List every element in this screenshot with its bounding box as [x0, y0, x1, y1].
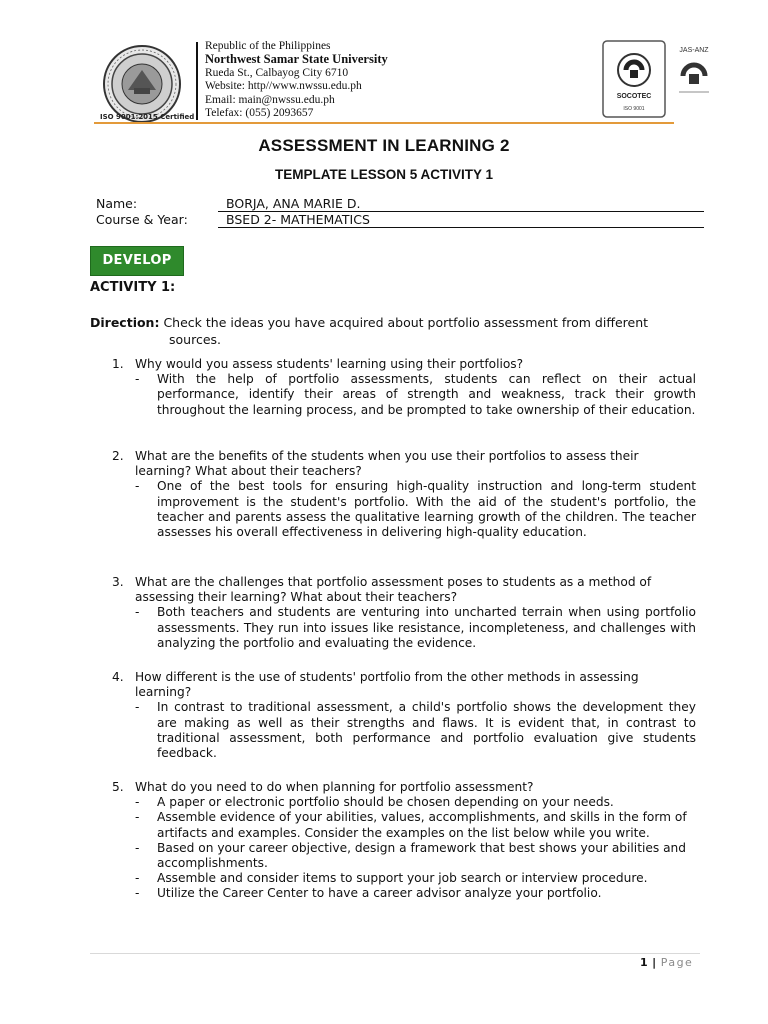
- footer-rule: [90, 953, 700, 954]
- name-label: Name:: [96, 196, 138, 211]
- university-address-block: [205, 40, 388, 120]
- answer-text: Based on your career objective, design a framework that best shows your abilities and accomplishments.: [157, 840, 687, 871]
- question-number: 4.: [112, 670, 124, 684]
- answer-bullet: - One of the best tools for ensuring high-quality instruction and long-term student improvement is the student's portfolio. With the aid of the student's portfolio, the teacher and parents assess the qualitative learning growth of the children. The teacher assesses his overall effectiveness in delivering high-quality education.: [135, 479, 696, 540]
- answer-bullet: - In contrast to traditional assessment, a child's portfolio shows the development they are making as well as their strengths and flaws. It is evident that, in contrast to traditional assessment, both performance and portfolio evaluation give students feedback.: [135, 700, 696, 761]
- jas-anz-name: JAS-ANZ: [679, 47, 709, 54]
- question-text: What are the challenges that portfolio assessment poses to students as a method of assessing their learning? What about their teachers?: [135, 575, 652, 605]
- question-item: [112, 780, 696, 902]
- page-separator: |: [652, 956, 657, 969]
- document-title: ASSESSMENT IN LEARNING 2: [258, 136, 510, 155]
- page-number: 1: [640, 956, 649, 969]
- question-item: [112, 449, 696, 540]
- question-number: 1.: [112, 357, 124, 371]
- address-line-telefax: Telefax: (055) 2093657: [205, 107, 314, 120]
- question-text: What do you need to do when planning for portfolio assessment?: [135, 780, 534, 794]
- answer-text: Assemble and consider items to support your job search or interview procedure.: [157, 871, 648, 886]
- question-text: How different is the use of students' portfolio from the other methods in assessing learning?: [135, 670, 639, 700]
- answer-text: One of the best tools for ensuring high-quality instruction and long-term student improvement is the student's portfolio. With the aid of the student's portfolio, the teacher and parents assess the qualitative learning growth of the children. The teacher assesses his overall effectiveness in delivering high-quality education.: [157, 479, 696, 540]
- answer-text: A paper or electronic portfolio should be chosen depending on your needs.: [157, 795, 614, 810]
- question-text: What are the benefits of the students when you use their portfolios to assess their learning? What about their teachers?: [135, 449, 639, 479]
- answer-text: Utilize the Career Center to have a career advisor analyze your portfolio.: [157, 886, 602, 901]
- direction-text-cont: sources.: [169, 332, 221, 347]
- answer-bullet: - Both teachers and students are venturing into uncharted terrain when using portfolio assessments. They run into issues like resistance, incompleteness, and challenges with analyzing the portfolio and evaluating the evidence.: [135, 605, 696, 650]
- question-number: 3.: [112, 575, 124, 589]
- socotec-certification-logo: [602, 40, 666, 118]
- direction-label: Direction:: [90, 315, 160, 330]
- address-line-street: Rueda St., Calbayog City 6710: [205, 66, 349, 79]
- question-item: [112, 670, 696, 761]
- address-line-republic: Republic of the Philippines: [205, 40, 331, 52]
- answer-bullet: - A paper or electronic portfolio should be chosen depending on your needs.: [135, 795, 696, 810]
- header-rule: [94, 122, 674, 124]
- answer-bullet: - Based on your career objective, design a framework that best shows your abilities and accomplishments.: [135, 841, 696, 871]
- question-item: [112, 575, 696, 651]
- answer-text: Assemble evidence of your abilities, values, accomplishments, and skills in the form of artifacts and examples. Consider the examples on the list below while you write.: [157, 810, 687, 840]
- answer-bullet: - With the help of portfolio assessments, students can reflect on their actual performance, identify their areas of strength and weakness, track their growth throughout the learning process, and be prompted to take ownership of their education.: [135, 372, 696, 417]
- question-text: Why would you assess students' learning using their portfolios?: [135, 357, 524, 371]
- jas-anz-accreditation-logo: [669, 40, 719, 118]
- document-subtitle: TEMPLATE LESSON 5 ACTIVITY 1: [274, 167, 494, 182]
- name-value: BORJA, ANA MARIE D.: [218, 196, 704, 212]
- university-name: Northwest Samar State University: [205, 52, 388, 67]
- develop-banner: DEVELOP: [91, 247, 183, 275]
- page-label: Page: [660, 956, 694, 969]
- direction-text: Check the ideas you have acquired about portfolio assessment from different: [163, 315, 649, 330]
- direction-paragraph: [90, 314, 690, 348]
- question-number: 5.: [112, 780, 124, 794]
- address-line-website: Website: http//www.nwssu.edu.ph: [205, 80, 362, 93]
- question-number: 2.: [112, 449, 124, 463]
- course-year-label: Course & Year:: [96, 212, 188, 227]
- answer-text: With the help of portfolio assessments, students can reflect on their actual performance, identify their areas of strength and weakness, track their growth throughout the learning process, and be prompted to take ownership of their education.: [157, 372, 696, 417]
- course-year-value: BSED 2- MATHEMATICS: [218, 212, 704, 228]
- answer-bullet: - Assemble and consider items to support your job search or interview procedure.: [135, 871, 696, 886]
- header-divider: [196, 42, 198, 120]
- question-item: [112, 357, 696, 418]
- socotec-iso: ISO 9001: [623, 106, 645, 112]
- answer-text: Both teachers and students are venturing into uncharted terrain when using portfolio assessments. They run into issues like resistance, incompleteness, and challenges with analyzing the portfolio and evaluating the evidence.: [157, 605, 696, 650]
- socotec-name: SOCOTEC: [616, 93, 652, 100]
- answer-text: In contrast to traditional assessment, a child's portfolio shows the development they are making as well as their strengths and flaws. It is evident that, in contrast to traditional assessment, both performance and portfolio evaluation give students feedback.: [157, 700, 696, 761]
- answer-bullet: - Assemble evidence of your abilities, values, accomplishments, and skills in the form of artifacts and examples. Consider the examples on the list below while you write.: [135, 810, 696, 840]
- address-line-email: Email: main@nwssu.edu.ph: [205, 93, 335, 106]
- activity-heading: ACTIVITY 1:: [90, 280, 176, 295]
- answer-bullet: - Utilize the Career Center to have a career advisor analyze your portfolio.: [135, 886, 696, 901]
- page-footer: [640, 956, 693, 969]
- iso-certified-caption: ISO 9001:2015 Certified: [100, 113, 195, 121]
